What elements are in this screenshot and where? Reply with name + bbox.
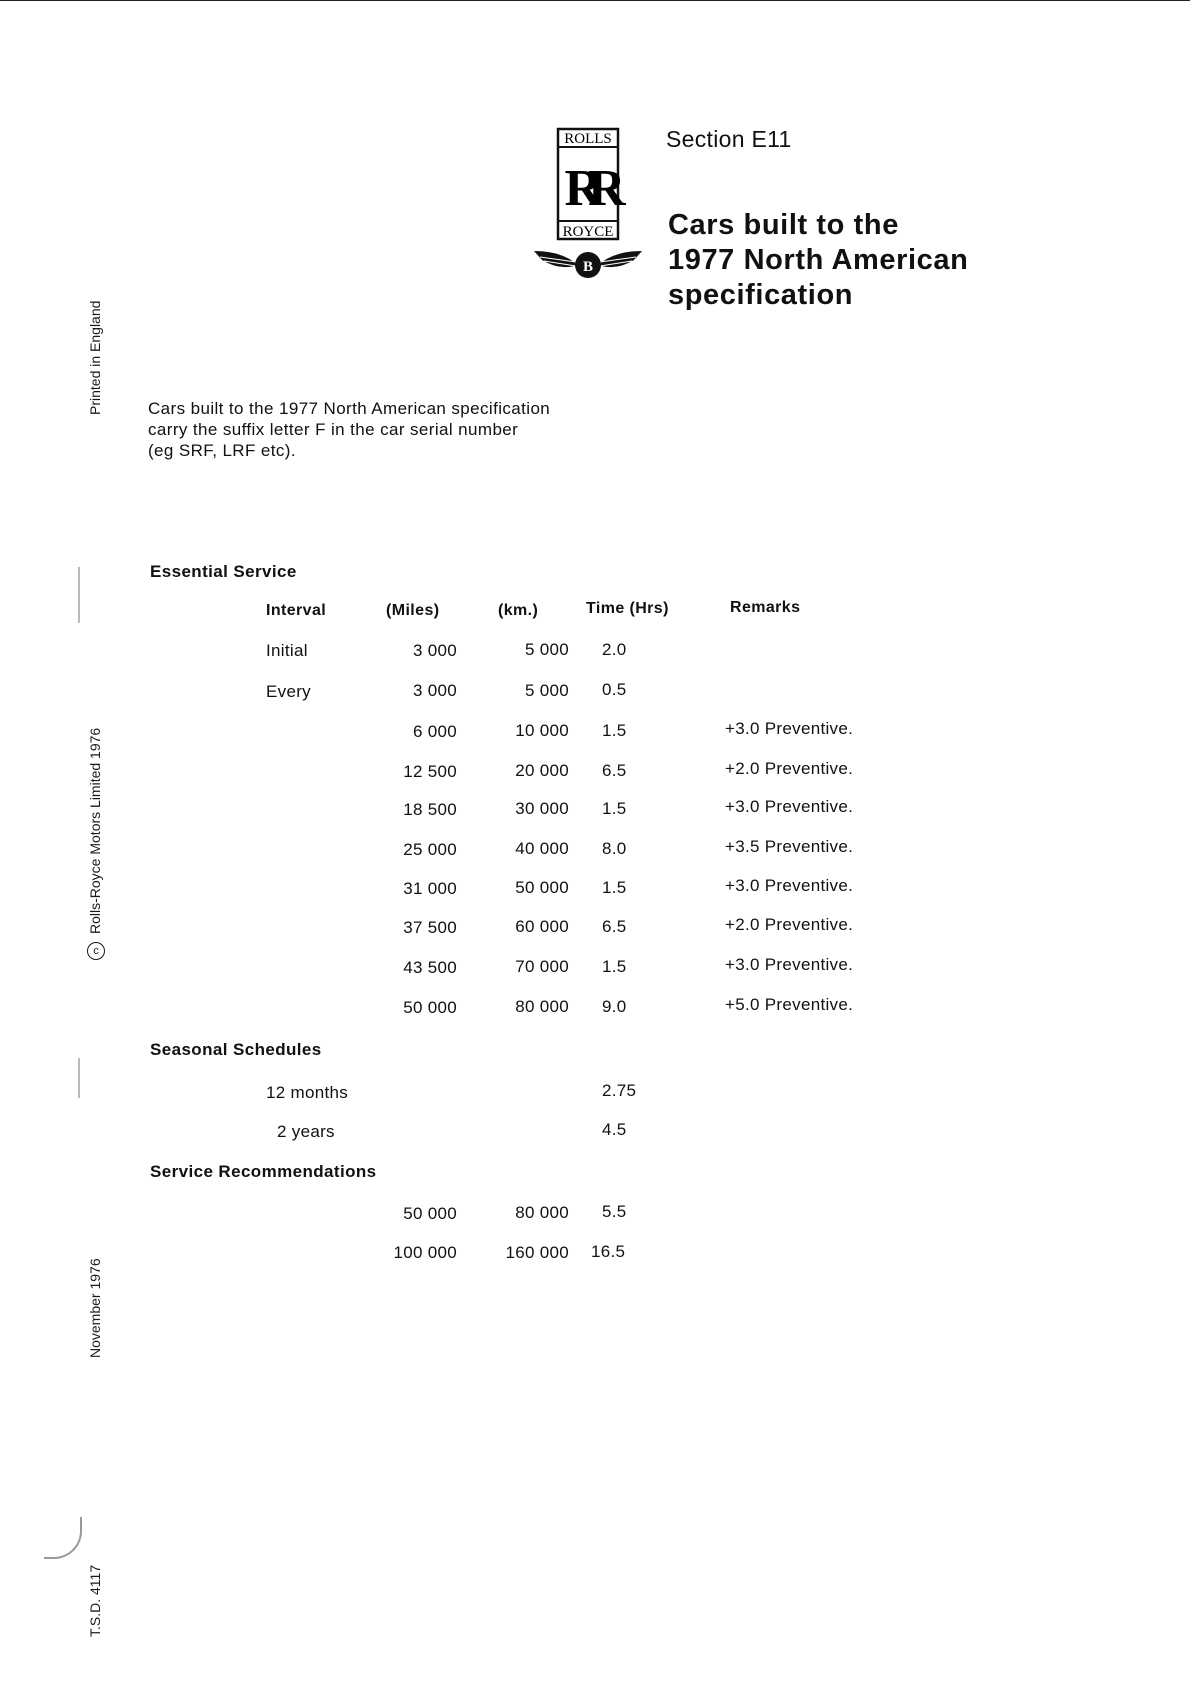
cell-km: 70 000 <box>515 957 569 976</box>
cell-km: 60 000 <box>515 917 569 936</box>
cell-hours: 6.5 <box>602 761 627 780</box>
cell-remarks: +3.5 Preventive. <box>725 837 854 856</box>
cell-hours: 9.0 <box>602 997 627 1016</box>
cell-km: 40 000 <box>515 839 569 858</box>
printed-in-england-note: Printed in England <box>87 300 103 415</box>
title-line: Cars built to the <box>668 209 899 241</box>
cell-miles: 50 000 <box>403 1204 457 1223</box>
cell-hours: 1.5 <box>602 957 627 976</box>
cell-hours: 4.5 <box>602 1120 627 1139</box>
document-number: T.S.D. 4117 <box>87 1564 103 1637</box>
cell-km: 5 000 <box>524 681 569 700</box>
col-header-hours: Time (Hrs) <box>586 600 669 617</box>
cell-remarks: +3.0 Preventive. <box>725 719 854 738</box>
cell-remarks: +3.0 Preventive. <box>725 955 854 974</box>
essential-service-heading: Essential Service <box>150 562 297 581</box>
service-recommendations-heading: Service Recommendations <box>150 1162 377 1181</box>
title-line: 1977 North American <box>668 244 969 276</box>
cell-km: 30 000 <box>515 799 569 818</box>
cell-hours: 1.5 <box>602 799 627 818</box>
cell-miles: 3 000 <box>412 681 457 700</box>
intro-line: (eg SRF, LRF etc). <box>148 441 296 460</box>
cell-miles: 37 500 <box>403 918 457 937</box>
cell-miles: 25 000 <box>403 840 457 859</box>
col-header-interval: Interval <box>266 602 327 619</box>
logo-monogram: RR <box>564 160 612 217</box>
cell-hours: 2.75 <box>602 1081 637 1100</box>
cell-miles: 50 000 <box>403 998 457 1017</box>
cell-remarks: +2.0 Preventive. <box>725 759 854 778</box>
cell-km: 80 000 <box>515 997 569 1016</box>
title-line: specification <box>668 279 854 311</box>
cell-miles: 18 500 <box>403 800 457 819</box>
cell-km: 20 000 <box>515 761 569 780</box>
cell-km: 50 000 <box>515 878 569 897</box>
cell-miles: 31 000 <box>403 879 457 898</box>
logo-rolls-text: ROLLS <box>564 131 612 147</box>
cell-hours: 1.5 <box>602 878 627 897</box>
cell-hours: 6.5 <box>602 917 627 936</box>
cell-miles: 43 500 <box>403 958 457 977</box>
copyright-icon: c <box>87 942 105 960</box>
cell-miles: 6 000 <box>412 722 457 741</box>
col-header-km: (km.) <box>498 602 539 619</box>
intro-line: Cars built to the 1977 North American specification <box>148 399 551 418</box>
cell-hours: 0.5 <box>602 680 627 699</box>
cell-hours: 2.0 <box>602 640 627 659</box>
cell-remarks: +2.0 Preventive. <box>725 915 854 934</box>
cell-km: 160 000 <box>505 1243 569 1262</box>
cell-remarks: +5.0 Preventive. <box>725 995 854 1014</box>
cell-period: 2 years <box>277 1122 335 1141</box>
col-header-remarks: Remarks <box>730 599 801 616</box>
cell-interval: Every <box>266 682 311 701</box>
cell-hours: 8.0 <box>602 839 627 858</box>
cell-miles: 12 500 <box>403 762 457 781</box>
logo-royce-text: ROYCE <box>562 224 614 240</box>
intro-line: carry the suffix letter F in the car serial number <box>148 420 519 439</box>
cell-remarks: +3.0 Preventive. <box>725 876 854 895</box>
cell-miles: 3 000 <box>412 641 457 660</box>
date-note: November 1976 <box>87 1258 103 1358</box>
cell-km: 10 000 <box>515 721 569 740</box>
section-number: Section E11 <box>666 126 792 152</box>
bentley-letter: B <box>582 259 594 275</box>
cell-hours: 1.5 <box>602 721 627 740</box>
cell-hours: 5.5 <box>602 1202 627 1221</box>
seasonal-schedules-heading: Seasonal Schedules <box>150 1040 322 1059</box>
cell-km: 80 000 <box>515 1203 569 1222</box>
cell-miles: 100 000 <box>393 1243 457 1262</box>
cell-km: 5 000 <box>524 640 569 659</box>
col-header-miles: (Miles) <box>386 602 440 619</box>
copyright-text: Rolls-Royce Motors Limited 1976 <box>87 727 103 934</box>
cell-period: 12 months <box>266 1083 349 1102</box>
cell-remarks: +3.0 Preventive. <box>725 797 854 816</box>
cell-hours: 16.5 <box>591 1242 626 1261</box>
cell-interval: Initial <box>266 641 308 660</box>
